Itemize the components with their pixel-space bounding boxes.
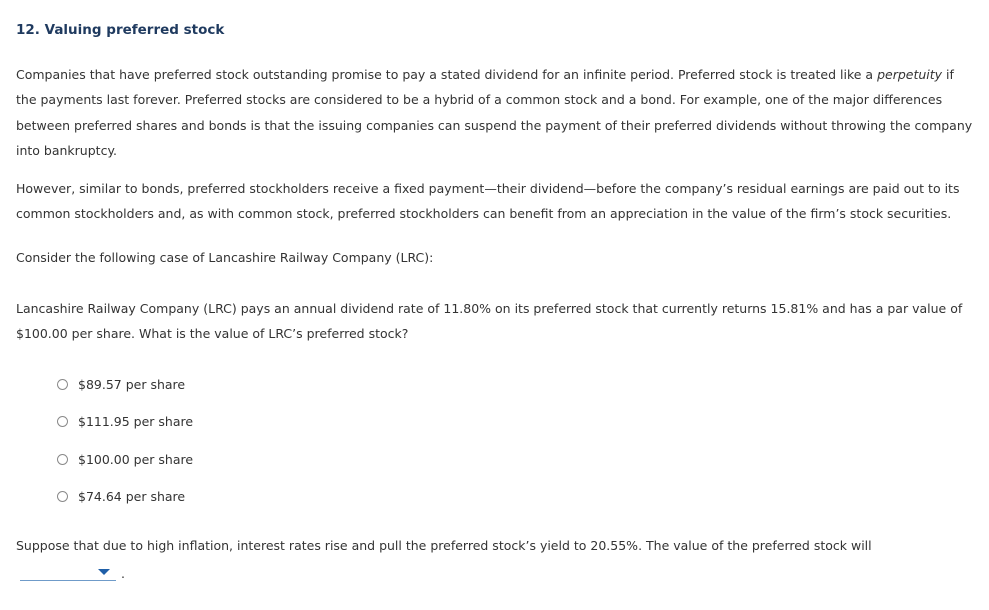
question-title: 12. Valuing preferred stock xyxy=(16,22,225,38)
answer-options xyxy=(57,366,193,515)
sentence-period: . xyxy=(121,566,125,581)
intro-text-start: Companies that have preferred stock outstanding promise to pay a stated dividend for an infinite period. Preferred stock is treated like a xyxy=(16,67,878,82)
answer-option[interactable] xyxy=(57,478,193,515)
radio-icon[interactable] xyxy=(57,379,68,390)
inflation-question-paragraph: Suppose that due to high inflation, interest rates rise and pull the preferred stock’s yield to 20.55%. The value of the preferred stock will xyxy=(16,538,872,553)
caret-down-icon[interactable] xyxy=(98,569,110,575)
answer-option-label[interactable]: $111.95 per share xyxy=(78,414,194,430)
answer-option-label[interactable]: $89.57 per share xyxy=(78,377,186,393)
answer-option[interactable] xyxy=(57,441,193,478)
value-change-dropdown[interactable] xyxy=(20,564,116,581)
intro-text-end: if the payments last forever. Preferred stocks are considered to be a hybrid of a common stock and a bond. For example, one of the major differences between preferred shares and bonds is that the issuing companies can suspend the payment of their preferred dividends without throwing the company into bankruptcy. xyxy=(16,67,973,158)
radio-icon[interactable] xyxy=(57,491,68,502)
case-intro-paragraph: Consider the following case of Lancashire Railway Company (LRC): xyxy=(16,250,434,265)
answer-option[interactable] xyxy=(57,403,193,440)
answer-option-label[interactable]: $74.64 per share xyxy=(78,489,186,505)
perpetuity-term: perpetuity xyxy=(877,67,943,82)
intro-paragraph xyxy=(16,62,976,163)
radio-icon[interactable] xyxy=(57,416,68,427)
case-question-paragraph: Lancashire Railway Company (LRC) pays an annual dividend rate of 11.80% on its preferred stock that currently returns 15.81% and has a par value of $100.00 per share. What is the value of LRC’s preferred stock? xyxy=(16,301,963,342)
bond-similarity-paragraph: However, similar to bonds, preferred stockholders receive a fixed payment—their dividend—before the company’s residual earnings are paid out to its common stockholders and, as with common stock, preferred stockholders can benefit from an appreciation in the value of the firm’s stock securities. xyxy=(16,181,960,222)
radio-icon[interactable] xyxy=(57,454,68,465)
answer-option-label[interactable]: $100.00 per share xyxy=(78,451,194,467)
answer-option[interactable] xyxy=(57,366,193,403)
